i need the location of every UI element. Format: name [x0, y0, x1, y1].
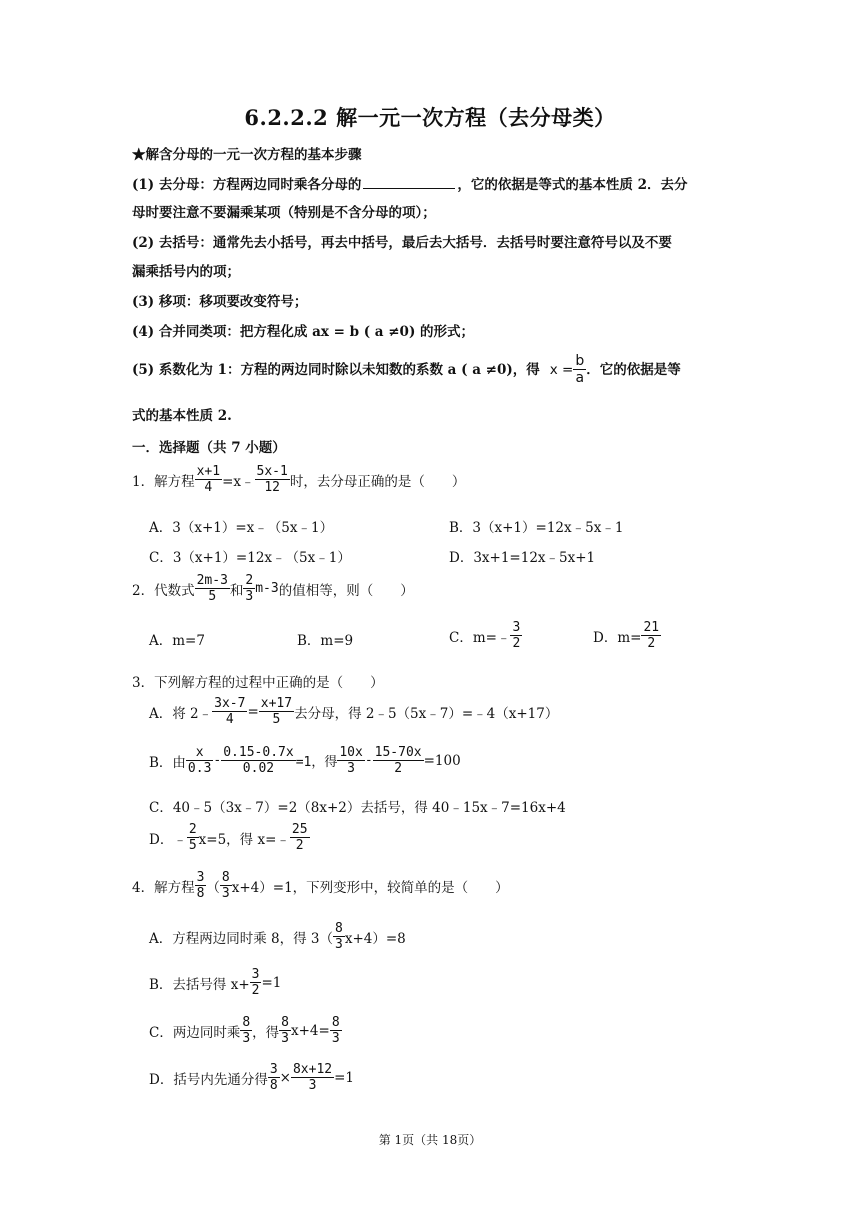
- q1-option-b[interactable]: B．3（x+1）=12x﹣5x﹣1: [449, 520, 624, 536]
- q3-b-fraction-4: [374, 746, 423, 775]
- fraction-numerator: 2m-3: [196, 573, 228, 588]
- fraction-denominator: a: [573, 369, 586, 385]
- fraction-denominator: 0.3: [187, 761, 212, 776]
- step-1-line-2: 母时要注意不要漏乘某项（特别是不含分母的项）；: [132, 205, 436, 221]
- fraction-numerator: x+1: [196, 464, 221, 479]
- q3-option-b[interactable]: [149, 746, 461, 775]
- fraction-numerator: 10x: [339, 745, 363, 760]
- fraction-denominator: 8: [269, 1078, 278, 1093]
- fraction-denominator: 2: [641, 635, 661, 650]
- option-text: A．将 2﹣: [149, 705, 213, 722]
- q2-prefix: 2．代数式: [132, 582, 195, 599]
- q1-option-a[interactable]: A．3（x+1）=x﹣（5x﹣1）: [149, 520, 334, 536]
- q4-prefix: 4．解方程: [132, 879, 195, 896]
- fraction-denominator: 12: [255, 479, 290, 494]
- q1-option-d[interactable]: D．3x+1=12x﹣5x+1: [449, 550, 596, 566]
- fraction-denominator: 4: [195, 479, 222, 494]
- fraction-denominator: 2: [290, 837, 310, 852]
- fraction-numerator: 8: [242, 1015, 251, 1030]
- fraction-denominator: 5: [188, 838, 197, 853]
- fraction-numerator: x+17: [260, 696, 293, 711]
- q3-b-fraction-2: [222, 746, 294, 775]
- q4-option-a[interactable]: [149, 922, 406, 951]
- fraction-numerator: b: [575, 353, 585, 369]
- option-text: D．m=: [593, 629, 642, 646]
- option-text: C．m=﹣: [449, 629, 511, 646]
- step-4: (4) 合并同类项：把方程化成 ax = b ( a ≠0) 的形式；: [132, 324, 475, 340]
- section-heading: 一．选择题（共 7 小题）: [132, 440, 286, 456]
- q4-suffix: x+4）=1，下列变形中，较简单的是（ ）: [231, 879, 509, 896]
- option-text-tail: x+4）=8: [344, 930, 406, 947]
- q3-a-fraction-1: [213, 697, 246, 726]
- q1-middle: =x﹣: [222, 473, 255, 490]
- q2-middle: 和: [229, 582, 244, 599]
- fraction-denominator: 3: [221, 886, 230, 901]
- step-1-text-b: ，它的依据是等式的基本性质 2．去分: [457, 177, 688, 193]
- fraction-denominator: 3: [281, 1031, 289, 1046]
- step-5-text-b: ．它的依据是等: [586, 361, 681, 378]
- step-3: (3) 移项：移项要改变符号；: [132, 294, 308, 310]
- step-1-text-a: (1) 去分母：方程两边同时乘各分母的: [132, 177, 362, 193]
- q2-fraction-2: [244, 574, 254, 603]
- fraction-denominator: 3: [331, 1031, 340, 1046]
- q2-fraction-1: [196, 574, 229, 603]
- option-text: C．两边同时乘: [149, 1024, 241, 1041]
- fraction-numerator: 3: [196, 870, 205, 885]
- step-5-text-a: (5) 系数化为 1：方程的两边同时除以未知数的系数 a ( a ≠0)，得: [132, 361, 540, 378]
- intro-heading: ★解含分母的一元一次方程的基本步骤: [132, 147, 362, 163]
- fraction-denominator: 2: [251, 983, 260, 998]
- page-title: 6.2.2.2 解一元一次方程（去分母类）: [244, 105, 616, 130]
- q3-b-fraction-1: [187, 746, 212, 775]
- minus-sign: -: [364, 753, 373, 768]
- fraction-numerator: 8: [335, 921, 343, 936]
- q1-prefix: 1．解方程: [132, 473, 195, 490]
- q3-b-fraction-3: [338, 746, 363, 775]
- question-4-stem: [132, 871, 509, 900]
- option-text-tail: =1: [334, 1069, 355, 1086]
- page-footer: 第 1页（共 18页）: [378, 1133, 482, 1147]
- equals-sign: =: [247, 703, 259, 720]
- q3-d-fraction-1: [188, 823, 198, 852]
- q4-option-d[interactable]: [149, 1063, 354, 1092]
- option-text-middle: x=5，得 x=﹣: [198, 831, 290, 848]
- option-text: D．括号内先通分得: [149, 1071, 268, 1088]
- step-2-line-1: (2) 去括号：通常先去小括号，再去中括号，最后去大括号．去括号时要注意符号以及不要: [132, 235, 672, 251]
- fraction-numerator: 2: [188, 822, 197, 837]
- fraction-denominator: 5: [195, 588, 230, 603]
- q4-b-fraction: [251, 968, 261, 997]
- q2-option-b[interactable]: B．m=9: [297, 633, 354, 649]
- fraction-numerator: 8x+12: [292, 1062, 333, 1077]
- fraction-numerator: 3x-7: [214, 696, 246, 711]
- question-3-stem: 3．下列解方程的过程中正确的是（ ）: [132, 675, 384, 691]
- option-text: A．方程两边同时乘 8，得 3（: [149, 930, 334, 947]
- q2-d-fraction: [642, 621, 660, 650]
- q2-c-fraction: [511, 621, 521, 650]
- option-text-middle-2: x+4=: [291, 1022, 330, 1039]
- q2-option-c[interactable]: [449, 621, 522, 650]
- step-2-line-2: 漏乘括号内的项；: [132, 264, 240, 280]
- q4-a-fraction: [334, 922, 344, 951]
- fraction-numerator: 21: [643, 620, 660, 635]
- fraction-denominator: 3: [337, 760, 364, 775]
- q3-option-d[interactable]: [149, 823, 310, 852]
- option-text: D．﹣: [149, 831, 187, 848]
- step-5-lhs: x =: [549, 361, 574, 378]
- question-1-stem: [132, 465, 465, 494]
- option-text-middle: =1，得: [295, 755, 338, 770]
- q4-c-fraction-3: [331, 1016, 341, 1045]
- option-text-tail: =1: [261, 974, 282, 991]
- q1-fraction-2: [256, 465, 289, 494]
- fraction-numerator: 2: [245, 573, 254, 588]
- fill-in-blank: [363, 176, 455, 189]
- fraction-denominator: 4: [212, 711, 247, 726]
- q1-suffix: 时，去分母正确的是（ ）: [289, 473, 466, 490]
- fraction-numerator: x: [195, 745, 204, 760]
- fraction-numerator: 15-70x: [374, 745, 422, 760]
- step-1-line-1: [132, 175, 687, 195]
- q4-fraction-2: [221, 871, 231, 900]
- q3-option-a[interactable]: [149, 697, 558, 726]
- q4-fraction-1: [196, 871, 206, 900]
- q4-c-fraction-2: [280, 1016, 290, 1045]
- q2-middle-2: m-3: [255, 581, 279, 596]
- fraction-denominator: 2: [512, 636, 521, 651]
- q4-middle: （: [206, 879, 220, 896]
- fraction-denominator: 0.02: [221, 760, 295, 775]
- fraction-numerator: 8: [221, 870, 230, 885]
- fraction-denominator: 8: [196, 886, 205, 901]
- q1-option-c[interactable]: C．3（x+1）=12x﹣（5x﹣1）: [149, 550, 351, 566]
- q3-a-fraction-2: [260, 697, 293, 726]
- fraction-numerator: 3: [269, 1062, 278, 1077]
- q1-fraction-1: [196, 465, 221, 494]
- q2-option-d[interactable]: [593, 621, 661, 650]
- fraction-numerator: 3: [512, 620, 521, 635]
- q2-option-a[interactable]: A．m=7: [149, 633, 205, 649]
- fraction-denominator: 3: [242, 1031, 251, 1046]
- step-5-line-2: 式的基本性质 2.: [132, 408, 232, 424]
- q4-option-c[interactable]: [149, 1016, 342, 1045]
- fraction-denominator: 5: [259, 711, 294, 726]
- option-text-tail: =100: [423, 752, 461, 769]
- step-5-fraction: [574, 354, 585, 385]
- option-text: B．去括号得 x+: [149, 976, 250, 993]
- option-text-middle: ，得: [252, 1024, 280, 1041]
- fraction-numerator: 25: [291, 822, 308, 837]
- q4-c-fraction-1: [241, 1016, 251, 1045]
- option-text: B．由: [149, 754, 186, 771]
- q4-option-b[interactable]: [149, 968, 281, 997]
- fraction-numerator: 5x-1: [256, 464, 288, 479]
- fraction-denominator: 3: [291, 1077, 334, 1092]
- q2-suffix: 的值相等，则（ ）: [278, 582, 414, 599]
- option-text-tail: 去分母，得 2﹣5（5x﹣7）=﹣4（x+17）: [294, 705, 559, 722]
- q4-d-fraction-2: [292, 1063, 333, 1092]
- times-sign: ×: [279, 1069, 291, 1086]
- q3-d-fraction-2: [291, 823, 309, 852]
- fraction-denominator: 3: [335, 937, 343, 952]
- q4-d-fraction-1: [269, 1063, 279, 1092]
- minus-sign: -: [213, 753, 222, 768]
- question-2-stem: [132, 574, 414, 603]
- fraction-numerator: 0.15-0.7x: [223, 745, 294, 760]
- fraction-denominator: 2: [373, 760, 424, 775]
- q3-option-c[interactable]: C．40﹣5（3x﹣7）=2（8x+2）去括号，得 40﹣15x﹣7=16x+4: [149, 800, 566, 816]
- fraction-numerator: 8: [331, 1015, 340, 1030]
- fraction-numerator: 8: [281, 1015, 289, 1030]
- step-5-line-1: [132, 354, 681, 385]
- fraction-denominator: 3: [245, 589, 254, 604]
- fraction-numerator: 3: [251, 967, 260, 982]
